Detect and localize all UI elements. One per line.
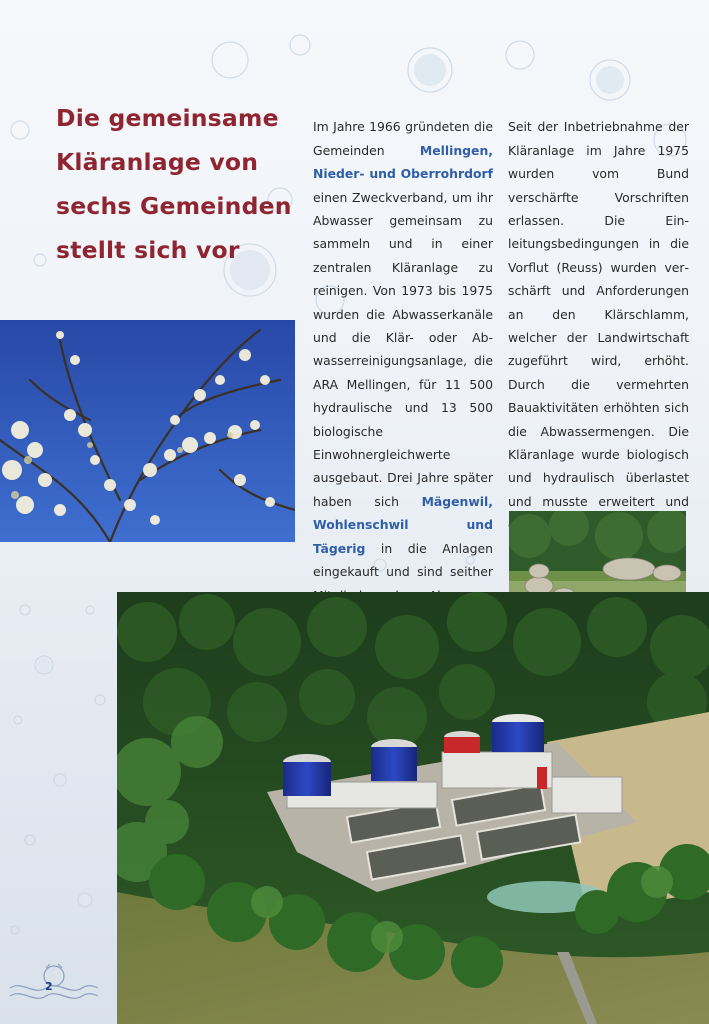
page-number: 2 (45, 980, 53, 993)
heading-line-2: Kläranlage von (56, 148, 259, 176)
column1-text-b: einen Zweckverband, um ihr Abwasser gemeinsam zu sammeln und in einer zentralen Kläranlage zu reinigen. Von 1973 bis 1975 wurden die Abwasserkanäle und die Klär- oder Abwasserreinigungsanlage, die ARA Mellingen, für 11 500 hydraulische und 13 500 biologische Einwohnergleichwerte ausgebaut. Drei Jahre später haben sich (313, 189, 493, 509)
heading-line-3: sechs Gemeinden (56, 192, 292, 220)
column1-text-c: in die Anlagen eingekauft und sind seither (313, 540, 493, 580)
aerial-treatment-plant-photo (117, 592, 709, 1024)
text-column-2: Seit der Inbetriebnahme der Kläranlage im Jahre 1975 wurden vom Bund verschärfte Vorschriften erlassen. Die Einleitungsbedingungen in die Vorflut (Reuss) wurden verschärft und Anforderungen an den Klärschlamm, welcher der Landwirtschaft zugeführt wird, erhöht. Durch die vermehrten Bauaktivitäten erhöhten sich die Abwassermengen. Die Kläranlage wurde biologisch und hydraulisch überlastet und musste erweitert und (508, 119, 689, 509)
wave-logo-icon (6, 958, 102, 1010)
page-heading (56, 96, 306, 272)
place-names-members: Mägenwil, Wohlenschwil und Tägerig (313, 493, 493, 556)
heading-line-1: Die gemeinsame (56, 104, 279, 132)
text-column-1 (313, 115, 493, 630)
column1-text-a: Im Jahre 1966 gründeten die Gemeinden (313, 119, 493, 158)
heading-line-4: stellt sich vor (56, 236, 240, 264)
blossom-branch-photo (0, 320, 295, 542)
place-names-founders: Mellingen, Nieder- und Oberrohrdorf (313, 142, 493, 182)
